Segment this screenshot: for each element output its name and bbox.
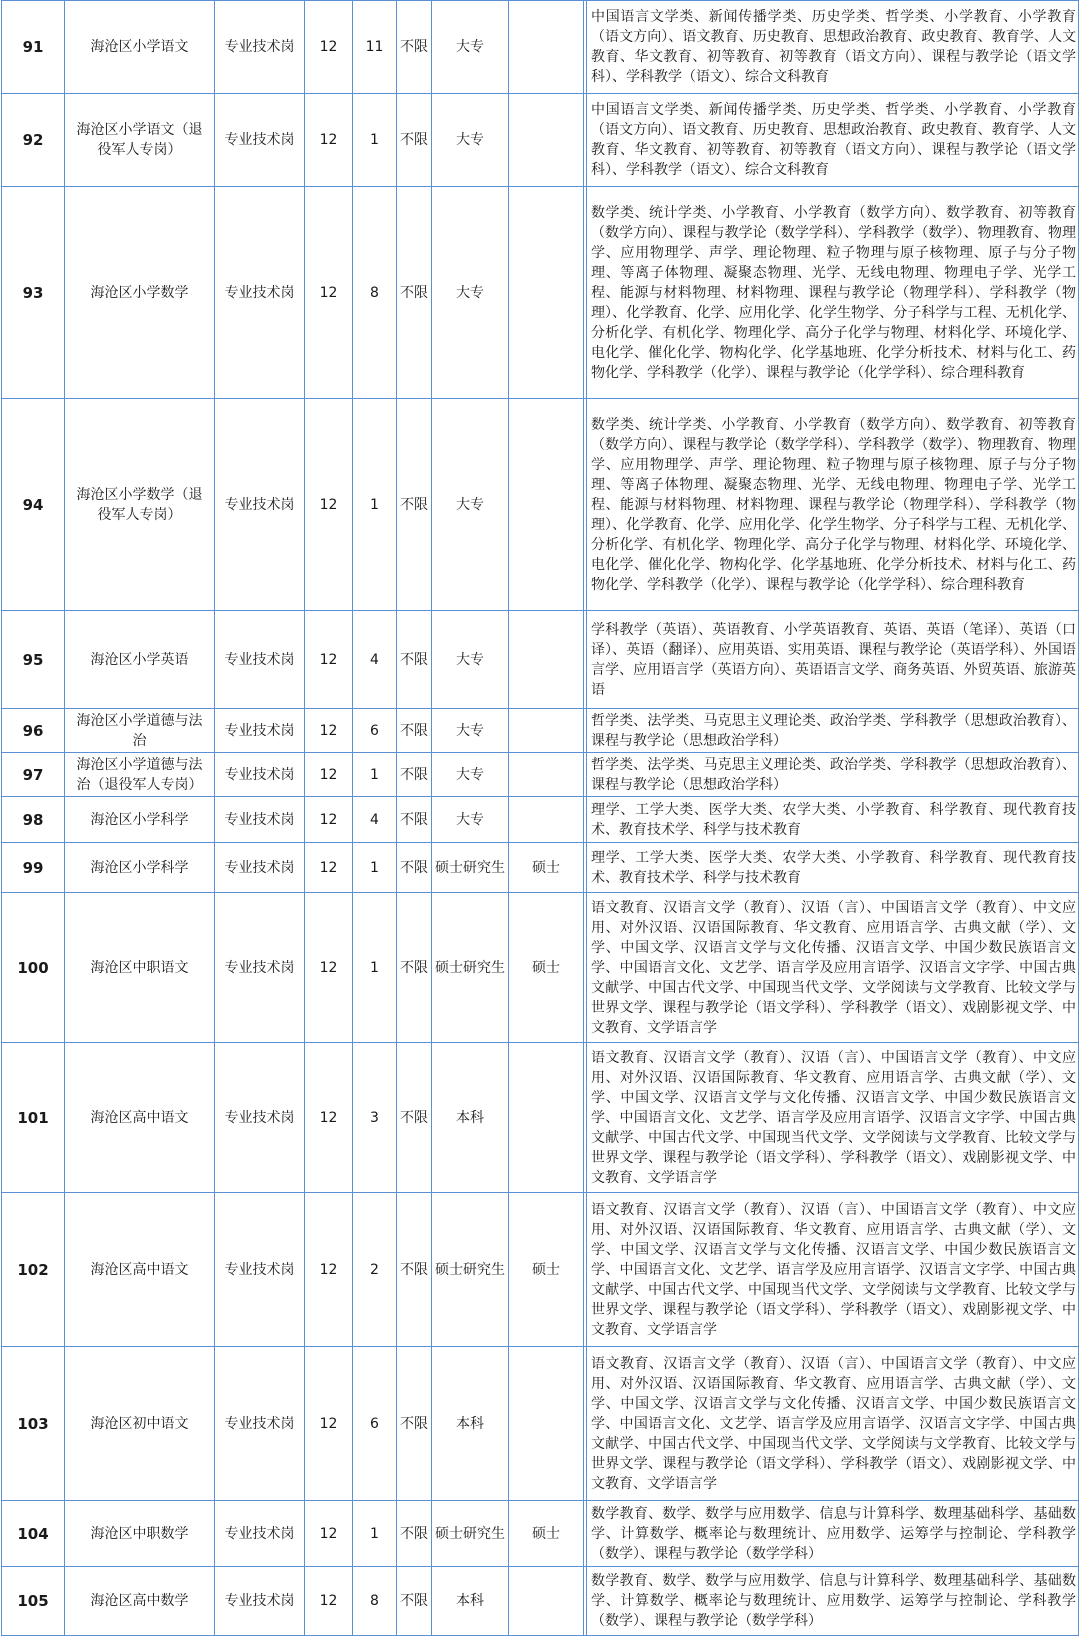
post-level: 12 [305,1193,353,1347]
age-limit: 不限 [397,843,432,893]
post-level: 12 [305,843,353,893]
hire-count: 1 [353,1501,397,1567]
degree [509,1347,584,1501]
post-level: 12 [305,399,353,611]
age-limit: 不限 [397,1193,432,1347]
age-limit: 不限 [397,399,432,611]
post-name: 海沧区小学科学 [65,797,215,843]
row-number: 103 [2,1347,65,1501]
post-type: 专业技术岗 [215,797,305,843]
major-requirements: 中国语言文学类、新闻传播学类、历史学类、哲学类、小学教育、小学教育（语文方向）、语文教育、历史教育、思想政治教育、政史教育、教育学、人文教育、华文教育、初等教育、初等教育（语文方向）、课程与教学论（语文学科）、学科教学（语文）、综合文科教育 [587,1,1079,94]
post-type: 专业技术岗 [215,1,305,94]
post-type: 专业技术岗 [215,187,305,399]
post-name: 海沧区小学道德与法治 [65,709,215,753]
age-limit: 不限 [397,1347,432,1501]
row-number: 93 [2,187,65,399]
row-number: 105 [2,1567,65,1636]
recruitment-table [1,0,1079,1636]
post-level: 12 [305,1501,353,1567]
degree [509,1043,584,1193]
degree [509,611,584,709]
age-limit: 不限 [397,187,432,399]
hire-count: 1 [353,843,397,893]
post-type: 专业技术岗 [215,753,305,797]
age-limit: 不限 [397,753,432,797]
row-number: 96 [2,709,65,753]
post-level: 12 [305,94,353,187]
post-type: 专业技术岗 [215,399,305,611]
post-level: 12 [305,709,353,753]
post-type: 专业技术岗 [215,1043,305,1193]
post-type: 专业技术岗 [215,893,305,1043]
hire-count: 1 [353,94,397,187]
major-requirements: 理学、工学大类、医学大类、农学大类、小学教育、科学教育、现代教育技术、教育技术学、科学与技术教育 [587,797,1079,843]
post-type: 专业技术岗 [215,1567,305,1636]
post-name: 海沧区小学科学 [65,843,215,893]
row-number: 91 [2,1,65,94]
post-level: 12 [305,1,353,94]
major-requirements: 语文教育、汉语言文学（教育）、汉语（言）、中国语言文学（教育）、中文应用、对外汉语、汉语国际教育、华文教育、应用语言学、古典文献（学）、文学、中国文学、汉语言文学与文化传播、汉语言文学、中国少数民族语言文学、中国语言文化、文艺学、语言学及应用言语学、汉语言文字学、中国古典文献学、中国古代文学、中国现当代文学、文学阅读与文学教育、比较文学与世界文学、课程与教学论（语文学科）、学科教学（语文）、戏剧影视文学、中文教育、文学语言学 [587,1193,1079,1347]
hire-count: 8 [353,187,397,399]
table-row [2,843,1079,893]
post-level: 12 [305,1043,353,1193]
post-level: 12 [305,187,353,399]
row-number: 102 [2,1193,65,1347]
table-row [2,399,1079,611]
post-type: 专业技术岗 [215,1347,305,1501]
hire-count: 4 [353,611,397,709]
post-name: 海沧区小学道德与法治（退役军人专岗） [65,753,215,797]
row-number: 99 [2,843,65,893]
major-requirements: 数学类、统计学类、小学教育、小学教育（数学方向）、数学教育、初等教育（数学方向）、课程与教学论（数学学科）、学科教学（数学）、物理教育、物理学、应用物理学、声学、理论物理、粒子物理与原子核物理、原子与分子物理、等离子体物理、凝聚态物理、光学、无线电物理、物理电子学、光学工程、能源与材料物理、材料物理、课程与教学论（物理学科）、学科教学（物理）、化学教育、化学、应用化学、化学生物学、分子科学与工程、无机化学、分析化学、有机化学、物理化学、高分子化学与物理、材料化学、环境化学、电化学、催化化学、物构化学、化学基地班、化学分析技术、材料与化工、药物化学、学科教学（化学）、课程与教学论（化学学科）、综合理科教育 [587,187,1079,399]
hire-count: 2 [353,1193,397,1347]
education: 硕士研究生 [432,893,509,1043]
post-name: 海沧区小学英语 [65,611,215,709]
post-name: 海沧区小学语文 [65,1,215,94]
education: 本科 [432,1567,509,1636]
post-level: 12 [305,753,353,797]
hire-count: 1 [353,893,397,1043]
education: 硕士研究生 [432,843,509,893]
education: 硕士研究生 [432,1193,509,1347]
age-limit: 不限 [397,797,432,843]
age-limit: 不限 [397,893,432,1043]
major-requirements: 理学、工学大类、医学大类、农学大类、小学教育、科学教育、现代教育技术、教育技术学、科学与技术教育 [587,843,1079,893]
degree: 硕士 [509,1193,584,1347]
major-requirements: 哲学类、法学类、马克思主义理论类、政治学类、学科教学（思想政治教育）、课程与教学论（思想政治学科） [587,709,1079,753]
education: 大专 [432,753,509,797]
table-row [2,893,1079,1043]
post-level: 12 [305,893,353,1043]
post-name: 海沧区中职语文 [65,893,215,1043]
post-name: 海沧区小学数学 [65,187,215,399]
major-requirements: 数学教育、数学、数学与应用数学、信息与计算科学、数理基础科学、基础数学、计算数学、概率论与数理统计、应用数学、运筹学与控制论、学科教学（数学）、课程与教学论（数学学科） [587,1567,1079,1636]
post-name: 海沧区高中语文 [65,1043,215,1193]
hire-count: 6 [353,1347,397,1501]
age-limit: 不限 [397,709,432,753]
age-limit: 不限 [397,1043,432,1193]
row-number: 92 [2,94,65,187]
age-limit: 不限 [397,1567,432,1636]
hire-count: 3 [353,1043,397,1193]
table-row [2,187,1079,399]
degree [509,94,584,187]
row-number: 101 [2,1043,65,1193]
degree [509,797,584,843]
degree: 硕士 [509,1501,584,1567]
age-limit: 不限 [397,1501,432,1567]
table-row [2,797,1079,843]
post-name: 海沧区中职数学 [65,1501,215,1567]
table-row [2,94,1079,187]
hire-count: 8 [353,1567,397,1636]
degree [509,1567,584,1636]
post-level: 12 [305,611,353,709]
hire-count: 6 [353,709,397,753]
age-limit: 不限 [397,1,432,94]
education: 本科 [432,1347,509,1501]
post-name: 海沧区高中语文 [65,1193,215,1347]
major-requirements: 数学类、统计学类、小学教育、小学教育（数学方向）、数学教育、初等教育（数学方向）、课程与教学论（数学学科）、学科教学（数学）、物理教育、物理学、应用物理学、声学、理论物理、粒子物理与原子核物理、原子与分子物理、等离子体物理、凝聚态物理、光学、无线电物理、物理电子学、光学工程、能源与材料物理、材料物理、课程与教学论（物理学科）、学科教学（物理）、化学教育、化学、应用化学、化学生物学、分子科学与工程、无机化学、分析化学、有机化学、物理化学、高分子化学与物理、材料化学、环境化学、电化学、催化化学、物构化学、化学基地班、化学分析技术、材料与化工、药物化学、学科教学（化学）、课程与教学论（化学学科）、综合理科教育 [587,399,1079,611]
degree: 硕士 [509,893,584,1043]
post-level: 12 [305,797,353,843]
post-name: 海沧区小学语文（退役军人专岗） [65,94,215,187]
major-requirements: 学科教学（英语）、英语教育、小学英语教育、英语、英语（笔译）、英语（口译）、英语（翻译）、应用英语、实用英语、课程与教学论（英语学科）、外国语言学、应用语言学（英语方向）、英语语言文学、商务英语、外贸英语、旅游英语 [587,611,1079,709]
post-name: 海沧区小学数学（退役军人专岗） [65,399,215,611]
post-type: 专业技术岗 [215,1501,305,1567]
hire-count: 4 [353,797,397,843]
age-limit: 不限 [397,611,432,709]
hire-count: 11 [353,1,397,94]
education: 大专 [432,399,509,611]
table-row [2,1043,1079,1193]
table-row [2,1193,1079,1347]
row-number: 94 [2,399,65,611]
row-number: 95 [2,611,65,709]
table-row [2,1567,1079,1636]
education: 本科 [432,1043,509,1193]
post-type: 专业技术岗 [215,843,305,893]
table-row [2,611,1079,709]
post-name: 海沧区高中数学 [65,1567,215,1636]
degree [509,753,584,797]
post-name: 海沧区初中语文 [65,1347,215,1501]
education: 硕士研究生 [432,1501,509,1567]
education: 大专 [432,1,509,94]
table-row [2,1501,1079,1567]
major-requirements: 哲学类、法学类、马克思主义理论类、政治学类、学科教学（思想政治教育）、课程与教学论（思想政治学科） [587,753,1079,797]
degree [509,1,584,94]
major-requirements: 语文教育、汉语言文学（教育）、汉语（言）、中国语言文学（教育）、中文应用、对外汉语、汉语国际教育、华文教育、应用语言学、古典文献（学）、文学、中国文学、汉语言文学与文化传播、汉语言文学、中国少数民族语言文学、中国语言文化、文艺学、语言学及应用言语学、汉语言文字学、中国古典文献学、中国古代文学、中国现当代文学、文学阅读与文学教育、比较文学与世界文学、课程与教学论（语文学科）、学科教学（语文）、戏剧影视文学、中文教育、文学语言学 [587,1043,1079,1193]
degree [509,399,584,611]
row-number: 98 [2,797,65,843]
post-type: 专业技术岗 [215,611,305,709]
row-number: 97 [2,753,65,797]
education: 大专 [432,187,509,399]
age-limit: 不限 [397,94,432,187]
major-requirements: 数学教育、数学、数学与应用数学、信息与计算科学、数理基础科学、基础数学、计算数学、概率论与数理统计、应用数学、运筹学与控制论、学科教学（数学）、课程与教学论（数学学科） [587,1501,1079,1567]
hire-count: 1 [353,753,397,797]
table-body [2,1,1079,1636]
education: 大专 [432,797,509,843]
major-requirements: 语文教育、汉语言文学（教育）、汉语（言）、中国语言文学（教育）、中文应用、对外汉语、汉语国际教育、华文教育、应用语言学、古典文献（学）、文学、中国文学、汉语言文学与文化传播、汉语言文学、中国少数民族语言文学、中国语言文化、文艺学、语言学及应用言语学、汉语言文字学、中国古典文献学、中国古代文学、中国现当代文学、文学阅读与文学教育、比较文学与世界文学、课程与教学论（语文学科）、学科教学（语文）、戏剧影视文学、中文教育、文学语言学 [587,893,1079,1043]
education: 大专 [432,94,509,187]
degree [509,187,584,399]
post-type: 专业技术岗 [215,94,305,187]
education: 大专 [432,611,509,709]
education: 大专 [432,709,509,753]
major-requirements: 语文教育、汉语言文学（教育）、汉语（言）、中国语言文学（教育）、中文应用、对外汉语、汉语国际教育、华文教育、应用语言学、古典文献（学）、文学、中国文学、汉语言文学与文化传播、汉语言文学、中国少数民族语言文学、中国语言文化、文艺学、语言学及应用言语学、汉语言文字学、中国古典文献学、中国古代文学、中国现当代文学、文学阅读与文学教育、比较文学与世界文学、课程与教学论（语文学科）、学科教学（语文）、戏剧影视文学、中文教育、文学语言学 [587,1347,1079,1501]
table-row [2,709,1079,753]
post-type: 专业技术岗 [215,709,305,753]
degree [509,709,584,753]
degree: 硕士 [509,843,584,893]
table-row [2,1,1079,94]
post-type: 专业技术岗 [215,1193,305,1347]
major-requirements: 中国语言文学类、新闻传播学类、历史学类、哲学类、小学教育、小学教育（语文方向）、语文教育、历史教育、思想政治教育、政史教育、教育学、人文教育、华文教育、初等教育、初等教育（语文方向）、课程与教学论（语文学科）、学科教学（语文）、综合文科教育 [587,94,1079,187]
table-row [2,1347,1079,1501]
hire-count: 1 [353,399,397,611]
row-number: 100 [2,893,65,1043]
table-row [2,753,1079,797]
post-level: 12 [305,1347,353,1501]
row-number: 104 [2,1501,65,1567]
post-level: 12 [305,1567,353,1636]
